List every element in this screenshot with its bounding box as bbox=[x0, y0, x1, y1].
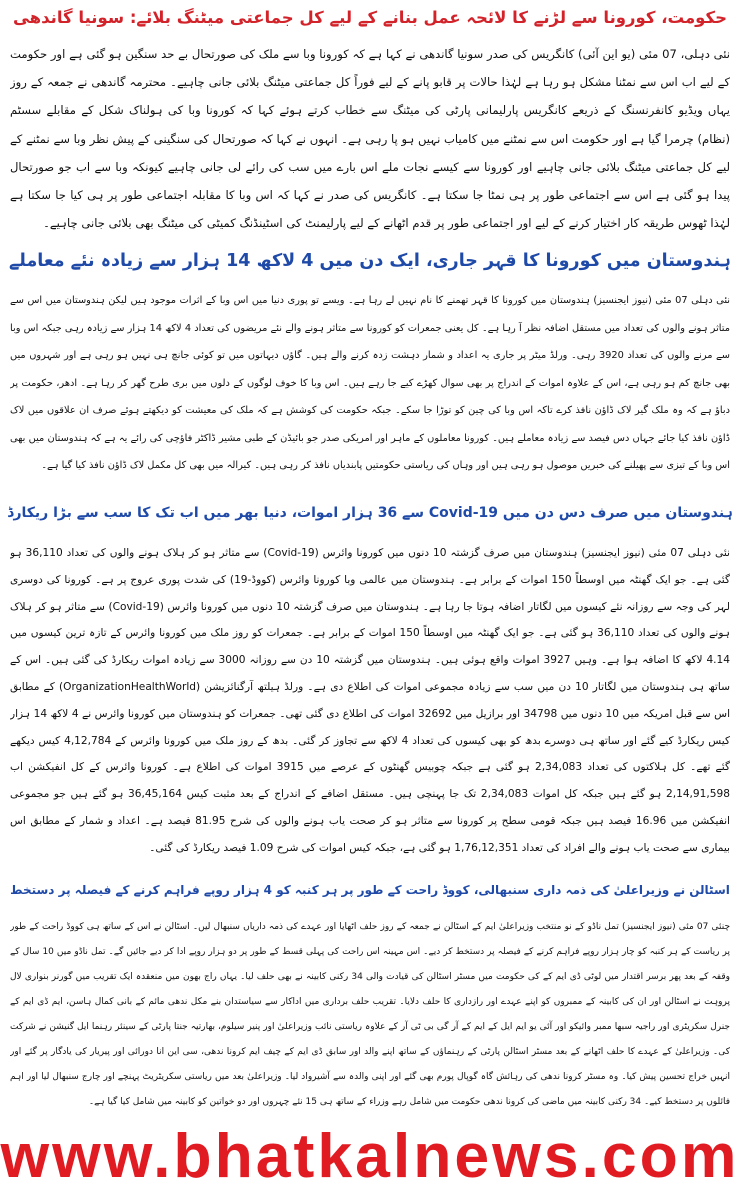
article3-body bbox=[10, 540, 730, 862]
article4-headline: اسٹالن نے وزیراعلیٰ کی ذمہ داری سنبھالی، کووڈ راحت کے طور پر ہر کنبہ کو 4 ہزار روپے فراہم کرنے کے فیصلہ پر دستخط bbox=[10, 883, 730, 897]
article2-body bbox=[10, 287, 730, 485]
article1-body-text: نئی دہلی، 07 مئی (یو این آئی) کانگریس کی صدر سونیا گاندھی نے کہا ہے کہ کورونا وبا سے ملک کی صورتحال بے حد سنگین ہو گئی ہے اور حکومت کے لیے اب اس سے نمٹنا مشکل ہو رہا ہے لہٰذا حالات پر قابو پانے کے لیے فوراً کل جماعتی میٹنگ بلائی جانی چاہیے۔ محترمہ گاندھی نے جمعہ کے روز یہاں ویڈیو کانفرنسنگ کے ذریعے کانگریس پارلیمانی پارٹی کی میٹنگ سے خطاب کرتے ہوئے کہا کہ کورونا وبا کی ہولناک شکل کے مقابلے سسٹم (نظام) چرمرا گیا ہے اور حکومت اس سے نمٹنے میں کامیاب نہیں ہو پا رہی ہے۔ انہوں نے کہا کہ صورتحال کی سنگینی کے پیش نظر وبا سے نمٹنے کے لیے کل جماعتی میٹنگ بلائی جانی چاہیے اور کورونا سے کیسے نجات ملے اس بارے میں سب کی رائے لی جانی چاہیے کیونکہ وبا سے اب جو صورتحال پیدا ہو گئی ہے اس سے اجتماعی طور پر ہی نمٹا جا سکتا ہے۔ کانگریس کی صدر نے کہا کہ اس وبا کا مقابلہ اجتماعی طور پر ہی کیا جا سکتا ہے لہٰذا ٹھوس طریقہ کار اختیار کرنے کے لیے اور اجتماعی طور پر قدم اٹھانے کے لیے پارلیمنٹ کی اسٹینڈنگ کمیٹی کی میٹنگ بھی بلائی جانی چاہیے۔ bbox=[10, 47, 730, 231]
article3-body-text: نئی دہلی 07 مئی (نیوز ایجنسیز) ہندوستان میں صرف گزشتہ 10 دنوں میں کورونا وائرس (Covid-19) سے متاثر ہو کر ہلاک ہونے والوں کی تعداد 36,110 ہو گئی ہے۔ جو ایک گھنٹہ میں اوسطاً 150 اموات کے برابر ہے۔ ہندوستان میں عالمی وبا کورونا وائرس (کووڈ-19) کی شدت پوری عروج پر ہے۔ کورونا کی دوسری لہر کی وجہ سے روزانہ نئے کیسوں میں لگاتار اضافہ ہوتا جا رہا ہے۔ ہندوستان میں صرف گزشتہ 10 دنوں میں کورونا وائرس (Covid-19) سے متاثر ہو کر ہلاک ہونے والوں کی تعداد 36,110 ہو گئی ہے۔ جو ایک گھنٹہ میں اوسطاً 150 اموات کے برابر ہے۔ جمعرات کو روز ملک میں کورونا وائرس کے تازہ ترین کیسوں میں 4.14 لاکھ کا اضافہ ہوا ہے۔ وہیں 3927 اموات واقع ہوئی ہیں۔ ہندوستان میں گزشتہ 10 دن سے روزانہ 3000 سے زیادہ اموات ریکارڈ کی گئی ہیں۔ اس کے ساتھ ہی ہندوستان میں لگاتار 10 دن میں سب سے زیادہ مجموعی اموات کی اطلاع دی ہے۔ ورلڈ ہیلتھ آرگنائزیشن (OrganizationHealthWorld) کے مطابق اس سے قبل امریکہ میں 10 دنوں میں 34798 اور برازیل میں 32692 اموات کی اطلاع دی گئی تھی۔ جمعرات کو ہندوستان میں کورونا وائرس نے 4 لاکھ 14 ہزار کیس ریکارڈ کیے گئے اور ساتھ ہی دوسرے بدھ کو بھی کیسوں کی تعداد 4 لاکھ سے تجاوز کر گئی۔ بدھ کے روز ملک میں کورونا وائرس کے 4,12,784 کیس دیکھے گئے تھے۔ کل ہلاکتوں کی تعداد 2,34,083 ہو گئی ہے جبکہ چوبیس گھنٹوں کے عرصے میں 3915 اموات کی اطلاع ہے۔ کورونا وائرس کے کل انفیکشن اب 2,14,91,598 ہو گئے ہیں جبکہ کل اموات 2,34,083 تک جا پہنچی ہیں۔ مستقل اضافے کے اندراج کے بعد مثبت کیس 36,45,164 ہو گئے ہیں جو مجموعی انفیکشن میں 16.96 فیصد ہیں جبکہ قومی سطح پر کورونا سے متاثر ہو کر صحت یاب ہونے والوں کی شرح 81.95 فیصد ہے۔ اعداد و شمار کے مطابق اس بیماری سے صحت یاب ہونے والے افراد کی تعداد 1,76,12,351 ہو گئی ہے، جبکہ کیس اموات کی شرح 1.09 فیصد ریکارڈ کی گئی۔ bbox=[10, 547, 730, 854]
article2-body-text: نئی دہلی 07 مئی (نیوز ایجنسیز) ہندوستان میں کورونا کا قہر تھمنے کا نام نہیں لے رہا ہے۔ ویسے تو پوری دنیا میں اس وبا کے اثرات موجود ہیں لیکن ہندوستان میں اس سے متاثر ہونے والوں کی تعداد میں مستقل اضافہ نظر آ رہا ہے۔ کل یعنی جمعرات کو کورونا سے متاثر ہونے والے نئے مریضوں کی تعداد 4 لاکھ 14 ہزار سے زیادہ رہی جبکہ اس وبا سے مرنے والوں کی تعداد 3920 رہی۔ ورلڈ میٹر پر جاری یہ اعداد و شمار دہشت زدہ کرنے والے ہیں۔ گاؤں دیہاتوں میں تو کوئی جانچ ہی نہیں ہو رہی ہے اور شہروں میں بھی جانچ کم ہو رہی ہے، اس کے علاوہ اموات کے اندراج پر بھی سوال کھڑے کیے جا رہے ہیں۔ اس وبا کا خوف لوگوں کے دلوں میں بری طرح گھر کر رہا ہے۔ ادھر، حکومت پر دباؤ ہے کہ وہ ملک گیر لاک ڈاؤن نافذ کرے تاکہ اس وبا کی چین کو توڑا جا سکے۔ جبکہ حکومت کی کوشش ہے کہ ملک کی معیشت کو دیکھتے ہوئے صرف ان علاقوں میں لاک ڈاؤن نافذ کیا جائے جہاں دس فیصد سے زیادہ معاملے ہیں۔ کورونا معاملوں کے ماہر اور امریکی صدر جو بائیڈن کے طبی مشیر ڈاکٹر فاؤچی کی رائے یہ ہے کہ ہندوستان میں بھی اس وبا کے تیزی سے پھیلنے کی خبریں موصول ہو رہی ہیں اور وہاں کی ریاستی حکومتیں پابندیاں نافذ کر رہی ہیں۔ کیرالہ میں بھی کل مکمل لاک ڈاؤن نافذ کیا گیا ہے۔ bbox=[10, 295, 730, 471]
article3-headline: ہندوستان میں صرف دس دن میں Covid-19 سے 36 ہزار اموات، دنیا بھر میں اب تک کا سب سے بڑا ریکارڈ bbox=[7, 505, 733, 521]
article2-headline: ہندوستان میں کورونا کا قہر جاری، ایک دن میں 4 لاکھ 14 ہزار سے زیادہ نئے معاملے bbox=[9, 251, 731, 271]
article1-headline: حکومت، کورونا سے لڑنے کا لائحہ عمل بنانے کے لیے کل جماعتی میٹنگ بلائے: سونیا گاندھی bbox=[12, 8, 728, 27]
article4-body bbox=[10, 915, 730, 1115]
article4-body-text: چنئی 07 مئی (نیوز ایجنسیز) تمل ناڈو کے نو منتخب وزیراعلیٰ ایم کے اسٹالن نے جمعہ کے روز حلف اٹھایا اور عہدے کی ذمہ داریاں سنبھال لیں۔ اسٹالن نے اس کے ساتھ ہی کووڈ راحت کے طور پر ریاست کے ہر کنبہ کو چار ہزار روپے فراہم کرنے کے فیصلہ پر دستخط کر دیے۔ اس مہینہ اس راحت کی پہلی قسط کے طور پر دو ہزار روپے ادا کر دیے جائیں گے۔ تمل ناڈو میں 10 سال کے وقفہ کے بعد پھر برسر اقتدار میں لوٹی ڈی ایم کے کی حکومت میں مسٹر اسٹالن کی قیادت والی 34 رکنی کابینہ نے بھی حلف لیا۔ یہاں راج بھون میں منعقدہ ایک تقریب میں گورنر بنواری لال پروہت نے اسٹالن اور ان کی کابینہ کے ممبروں کو اپنے عہدے اور رازداری کا حلف دلایا۔ تقریب حلف برداری میں اداکار سے سیاستدان بنے مکل ندھی مائم کے بانی کمال ہاسن، ایم ڈی ایم کے جنرل سکریٹری اور راجیہ سبھا ممبر وائیکو اور آئی یو ایم ایل کے ایم کے آر گی بی ٹی آر کے علاوہ ریاستی نائب وزیراعلیٰ اور پنیر سیلوم، بھارتیہ جنتا پارٹی کے سینئر رہنما ایل گنیشن نے شرکت کی۔ وزیراعلیٰ کے عہدے کا حلف اٹھانے کے بعد مسٹر اسٹالن پارٹی کے رہنماؤں کے ساتھ اپنے والد اور سابق ڈی ایم کے چیف ایم کرونا ندھی، سی این انا دورائی اور پیریار کی یادگار پر گئے اور انہیں خراج تحسین پیش کیا۔ وہ مسٹر کرونا ندھی کی رہائش گاہ گوپال پورم بھی گئے اور اپنی والدہ سے آشیرواد لیا۔ وزیراعلیٰ بعد میں ریاستی سکریٹریٹ پہنچے اور چارج سنبھال لیا اور اہم فائلوں پر دستخط کیے۔ 34 رکنی کابینہ میں ماضی کی کرونا ندھی حکومت میں شامل رہے وزراء کے ساتھ ہی 15 نئے چہروں اور دو خواتین کو کابینہ میں شامل کیا گیا ہے۔ bbox=[10, 922, 730, 1107]
site-url-footer[interactable]: www.bhatkalnews.com bbox=[0, 1121, 740, 1191]
article1-body bbox=[10, 40, 730, 240]
